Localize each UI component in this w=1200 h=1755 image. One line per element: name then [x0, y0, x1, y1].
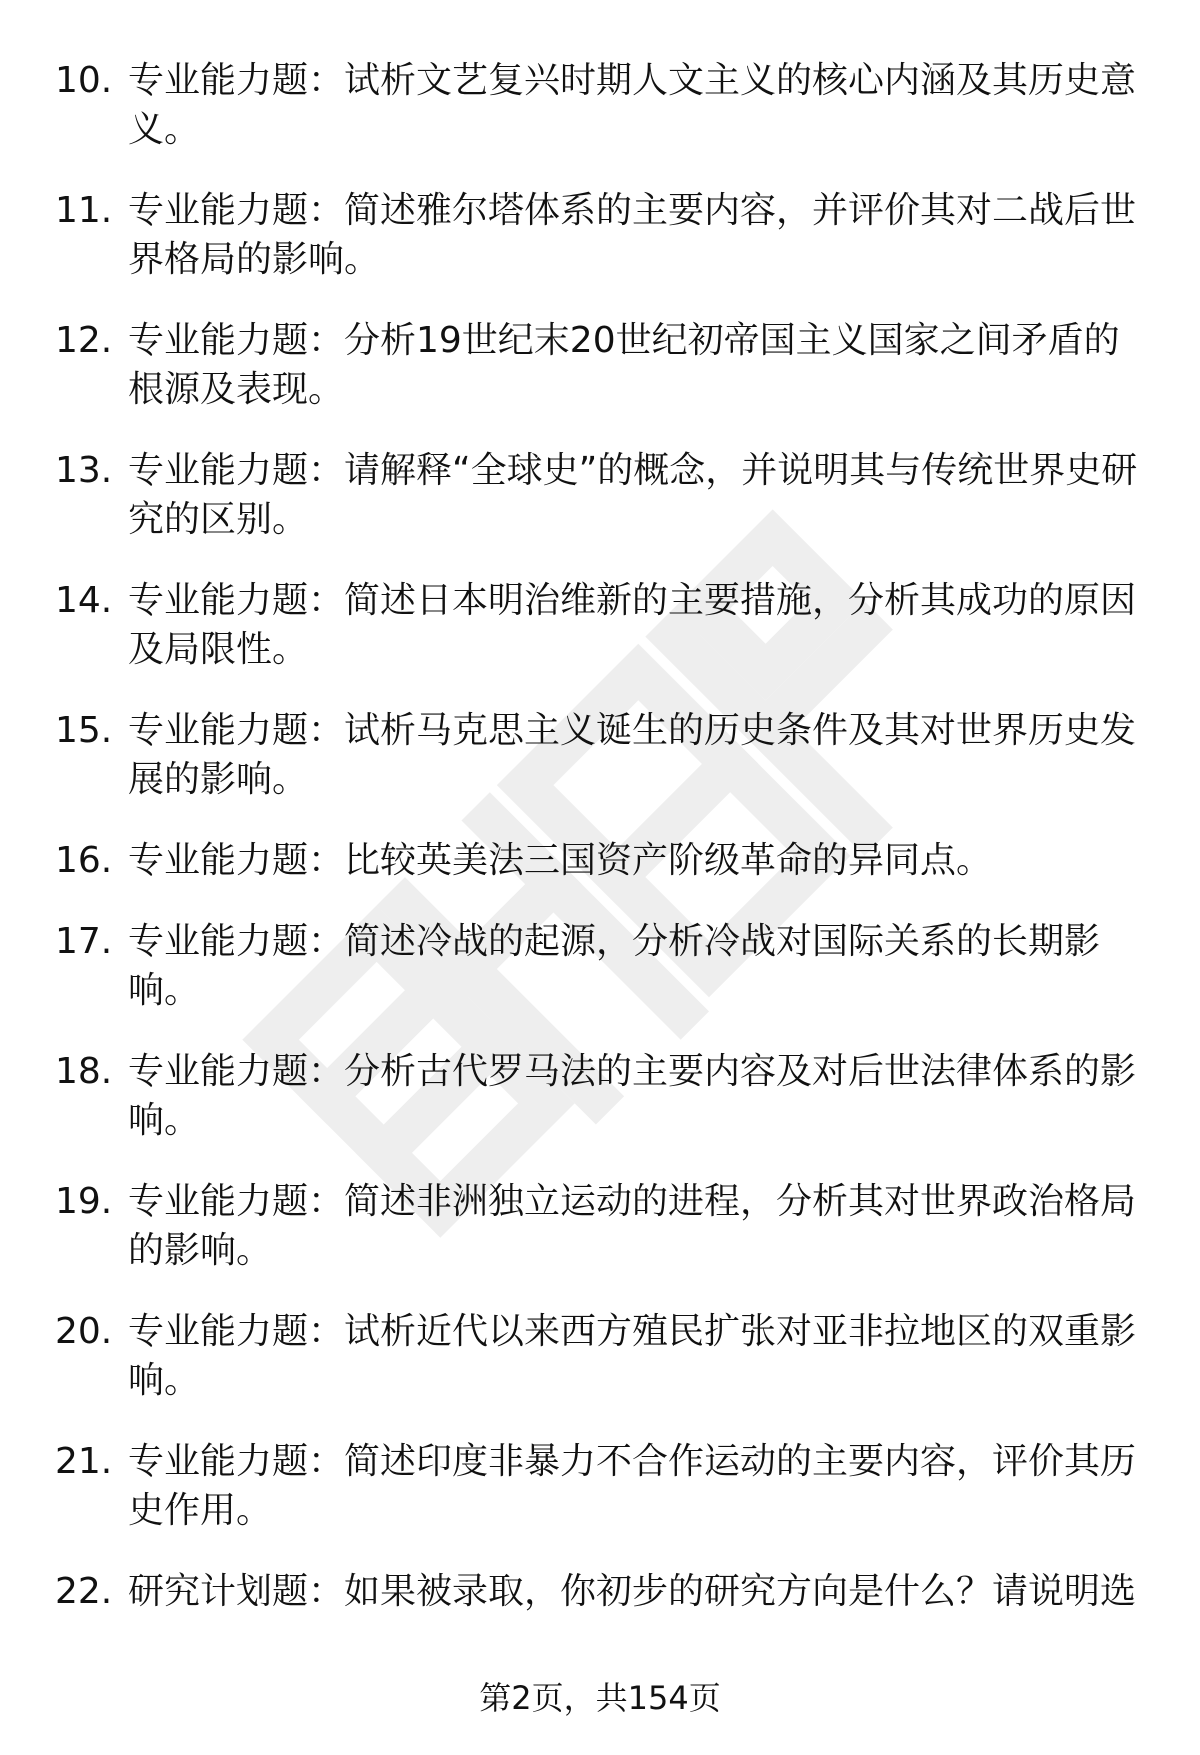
question-number: 21. — [55, 1441, 113, 1482]
question-text: 专业能力题：简述雅尔塔体系的主要内容，并评价其对二战后世界格局的影响。 — [128, 190, 1137, 280]
question-item — [55, 316, 1155, 414]
question-text: 专业能力题：简述印度非暴力不合作运动的主要内容，评价其历史作用。 — [128, 1441, 1137, 1531]
question-text: 专业能力题：试析马克思主义诞生的历史条件及其对世界历史发展的影响。 — [128, 710, 1137, 800]
question-text: 专业能力题：简述非洲独立运动的进程，分析其对世界政治格局的影响。 — [128, 1181, 1137, 1271]
question-number: 18. — [55, 1051, 113, 1092]
question-number: 19. — [55, 1181, 113, 1222]
question-item — [55, 836, 1155, 885]
question-item — [55, 1177, 1155, 1275]
question-item — [55, 1567, 1155, 1616]
question-number: 17. — [55, 921, 113, 962]
question-item — [55, 1437, 1155, 1535]
question-text: 专业能力题：分析19世纪末20世纪初帝国主义国家之间矛盾的根源及表现。 — [128, 320, 1120, 410]
question-item — [55, 186, 1155, 284]
question-text: 专业能力题：试析近代以来西方殖民扩张对亚非拉地区的双重影响。 — [128, 1311, 1137, 1401]
question-item — [55, 1047, 1155, 1145]
question-item — [55, 1307, 1155, 1405]
question-number: 13. — [55, 450, 113, 491]
question-list — [55, 56, 1155, 1648]
question-text: 专业能力题：比较英美法三国资产阶级革命的异同点。 — [128, 840, 993, 881]
question-number: 14. — [55, 580, 113, 621]
question-text: 专业能力题：简述日本明治维新的主要措施，分析其成功的原因及局限性。 — [128, 580, 1137, 670]
question-text: 专业能力题：请解释“全球史”的概念，并说明其与传统世界史研究的区别。 — [128, 450, 1138, 540]
question-text: 专业能力题：简述冷战的起源，分析冷战对国际关系的长期影响。 — [128, 921, 1101, 1011]
question-item — [55, 56, 1155, 154]
question-text: 研究计划题：如果被录取，你初步的研究方向是什么？请说明选 — [128, 1571, 1137, 1612]
question-number: 15. — [55, 710, 113, 751]
question-text: 专业能力题：分析古代罗马法的主要内容及对后世法律体系的影响。 — [128, 1051, 1137, 1141]
question-number: 22. — [55, 1571, 113, 1612]
question-item — [55, 917, 1155, 1015]
question-number: 11. — [55, 190, 113, 231]
question-number: 16. — [55, 840, 113, 881]
question-number: 20. — [55, 1311, 113, 1352]
question-text: 专业能力题：试析文艺复兴时期人文主义的核心内涵及其历史意义。 — [128, 60, 1137, 150]
question-number: 10. — [55, 60, 113, 101]
question-number: 12. — [55, 320, 113, 361]
question-item — [55, 446, 1155, 544]
question-item — [55, 576, 1155, 674]
question-item — [55, 706, 1155, 804]
page-number-footer: 第2页，共154页 — [479, 1679, 721, 1717]
